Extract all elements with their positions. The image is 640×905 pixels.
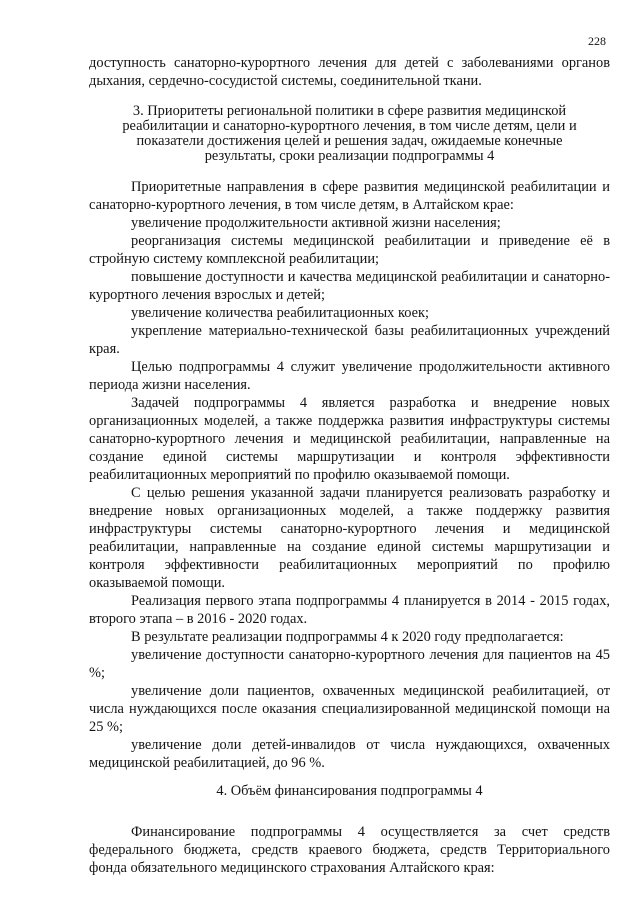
list-item: реорганизация системы медицинской реабилитации и приведение её в стройную систему комплексной реабилитации; xyxy=(89,233,610,267)
paragraph: С целью решения указанной задачи планируется реализовать разработку и внедрение новых организационных моделей, а также поддержку развития инфраструктуры системы санаторно-курортного лечения и медицинской реабилитации, направленные на создание единой системы маршрутизации и контроля эффективности реабилитационных мероприятий по профилю оказываемой помощи. xyxy=(89,485,610,591)
document-body xyxy=(89,54,610,877)
section-3-heading: 3. Приоритеты региональной политики в сфере развития медицинской реабилитации и санаторно-курортного лечения, в том числе детям, цели и показатели достижения целей и решения задач, ожидаемые конечные результаты, сроки реализации подпрограммы 4 xyxy=(122,103,577,164)
section-3-body xyxy=(89,178,610,772)
paragraph: Реализация первого этапа подпрограммы 4 планируется в 2014 - 2015 годах, второго этапа – в 2016 - 2020 годах. xyxy=(89,593,610,627)
intro-paragraph: доступность санаторно-курортного лечения для детей с заболеваниями органов дыхания, сердечно-сосудистой системы, соединительной ткани. xyxy=(89,55,610,89)
list-item: повышение доступности и качества медицинской реабилитации и санаторно-курортного лечения взрослых и детей; xyxy=(89,269,610,303)
paragraph: Приоритетные направления в сфере развития медицинской реабилитации и санаторно-курортного лечения, в том числе детям, в Алтайском крае: xyxy=(89,179,610,213)
list-item: увеличение продолжительности активной жизни населения; xyxy=(131,215,501,231)
page-number: 228 xyxy=(588,34,606,48)
paragraph: Целью подпрограммы 4 служит увеличение продолжительности активного периода жизни населения. xyxy=(89,359,610,393)
paragraph: Задачей подпрограммы 4 является разработка и внедрение новых организационных моделей, а также поддержка развития инфраструктуры системы санаторно-курортного лечения и медицинской реабилитации, направленные на создание единой системы маршрутизации и контроля эффективности реабилитационных мероприятий по профилю оказываемой помощи. xyxy=(89,395,610,483)
list-item: увеличение количества реабилитационных коек; xyxy=(131,305,429,321)
paragraph: Финансирование подпрограммы 4 осуществляется за счет средств федерального бюджета, средств краевого бюджета, средств Территориального фонда обязательного медицинского страхования Алтайского края: xyxy=(89,824,610,876)
paragraph: В результате реализации подпрограммы 4 к 2020 году предполагается: xyxy=(131,629,564,645)
list-item: увеличение доли детей-инвалидов от числа нуждающихся, охваченных медицинской реабилитацией, до 96 %. xyxy=(89,737,610,771)
section-4-body xyxy=(89,823,610,877)
list-item: укрепление материально-технической базы реабилитационных учреждений края. xyxy=(89,323,610,357)
list-item: увеличение доступности санаторно-курортного лечения для пациентов на 45 %; xyxy=(89,647,610,681)
list-item: увеличение доли пациентов, охваченных медицинской реабилитацией, от числа нуждающихся после оказания специализированной медицинской помощи на 25 %; xyxy=(89,683,610,735)
section-4-heading: 4. Объём финансирования подпрограммы 4 xyxy=(216,783,483,799)
